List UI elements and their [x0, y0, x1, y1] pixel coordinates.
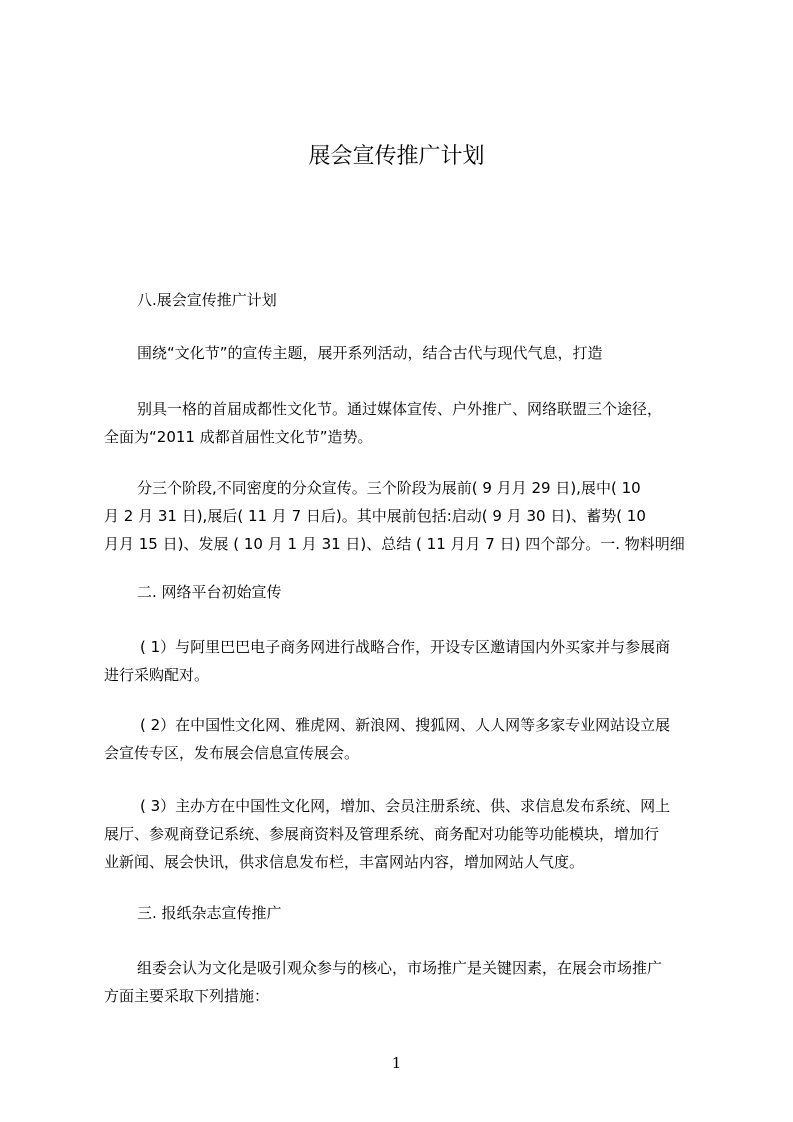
section-2-heading-text: 二. 网络平台初始宣传	[137, 583, 282, 601]
item-3-line-3: 业新闻、展会快讯，供求信息发布栏，丰富网站内容，增加网站人气度。	[104, 853, 585, 871]
item-3-line-2: 展厅、参观商登记系统、参展商资料及管理系统、商务配对功能等功能模块，增加行	[104, 825, 660, 843]
section-3-heading-text: 三. 报纸杂志宣传推广	[137, 904, 282, 922]
section-8-heading	[104, 286, 727, 314]
intro-line-2: 别具一格的首届成都性文化节。通过媒体宣传、户外推广、网络联盟三个途径，	[137, 400, 663, 418]
item-1-paragraph	[104, 633, 694, 689]
item-1-line-1: ( 1）与阿里巴巴电子商务网进行战略合作，开设专区邀请国内外买家并与参展商	[140, 638, 671, 656]
intro-line-3: 全面为“2011 成都首届性文化节”造势。	[104, 428, 373, 446]
page-number: 1	[391, 1054, 402, 1072]
item-2-paragraph	[104, 711, 694, 767]
item-2-line-1: ( 2）在中国性文化网、雅虎网、新浪网、搜狐网、人人网等多家专业网站设立展	[140, 716, 671, 734]
intro-paragraph	[104, 395, 694, 451]
item-3-paragraph	[104, 792, 694, 876]
item-2-line-2: 会宣传专区，发布展会信息宣传展会。	[104, 744, 360, 762]
stages-paragraph	[104, 474, 694, 558]
item-3-line-1: ( 3）主办方在中国性文化网，增加、会员注册系统、供、求信息发布系统、网上	[140, 797, 671, 815]
section-2-heading	[104, 578, 727, 606]
closing-line-1: 组委会认为文化是吸引观众参与的核心，市场推广是关键因素，在展会市场推广	[137, 959, 663, 977]
intro-line-1: 围绕“文化节”的宣传主题，展开系列活动，结合古代与现代气息，打造	[137, 344, 603, 362]
stages-line-2: 月 2 月 31 日),展后( 11 月 7 日后)。其中展前包括:启动( 9 月 30 日)、蓄势( 10	[104, 507, 646, 525]
closing-paragraph	[104, 954, 694, 1010]
section-8-heading-text: 八.展会宣传推广计划	[137, 291, 277, 309]
stages-line-3: 月月 15 日)、发展 ( 10 月 1 月 31 日)、总结 ( 11 月月 7 日) 四个部分。一. 物料明细	[104, 535, 685, 553]
closing-line-2: 方面主要采取下列措施：	[104, 987, 270, 1005]
stages-line-1: 分三个阶段,不同密度的分众宣传。三个阶段为展前( 9 月月 29 日),展中( 10	[137, 479, 641, 497]
item-1-line-2: 进行采购配对。	[104, 666, 210, 684]
document-title: 展会宣传推广计划	[308, 144, 485, 169]
section-3-heading	[104, 899, 727, 927]
intro-heading-line	[104, 339, 727, 367]
